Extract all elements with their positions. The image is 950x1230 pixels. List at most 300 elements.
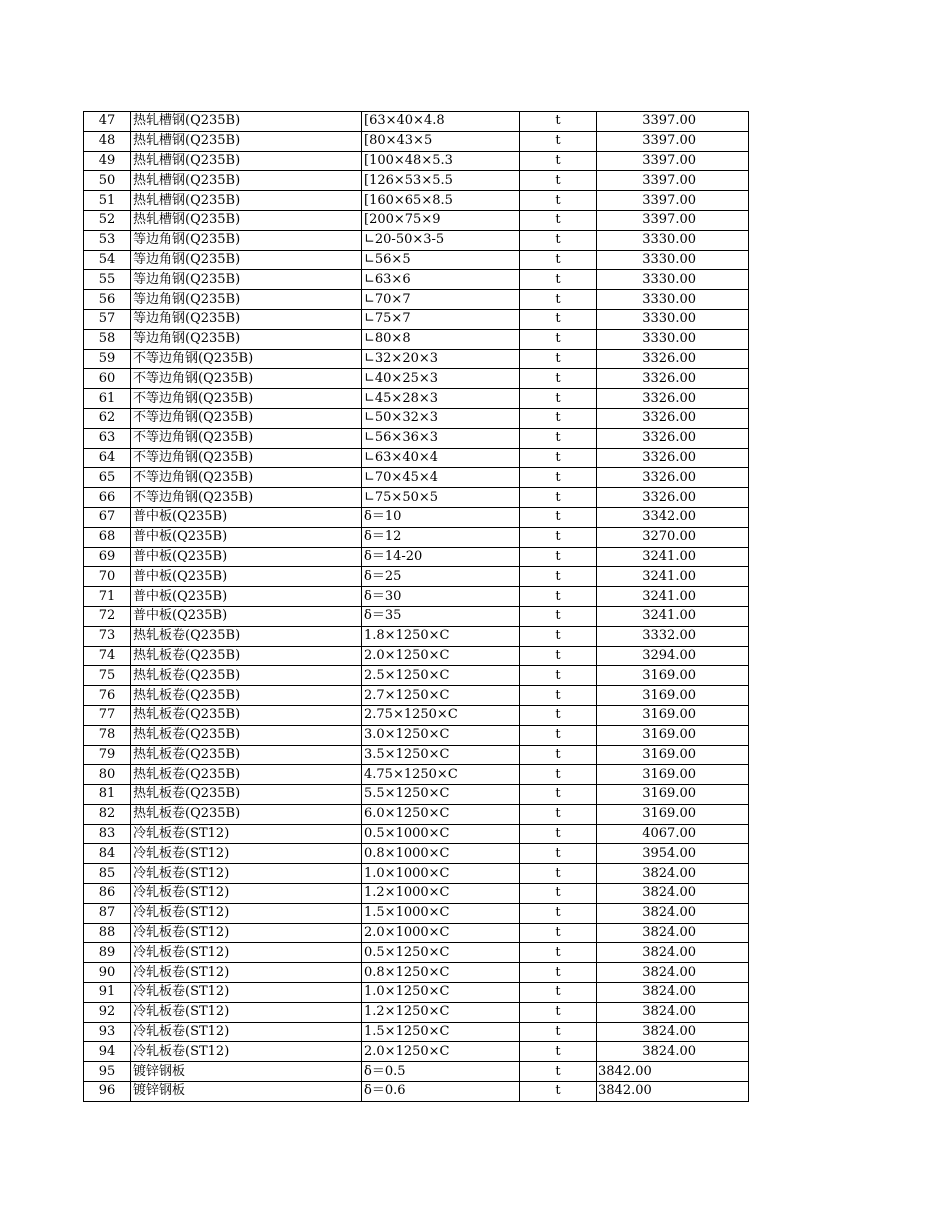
row-number-cell: 72 xyxy=(84,606,131,626)
table-row xyxy=(84,1022,749,1042)
price-cell: 3169.00 xyxy=(597,765,749,785)
unit-cell: t xyxy=(520,923,597,943)
specification-cell: [160×65×8.5 xyxy=(362,191,520,211)
specification-cell: δ＝35 xyxy=(362,606,520,626)
row-number-cell: 47 xyxy=(84,112,131,132)
unit-cell: t xyxy=(520,329,597,349)
table-row xyxy=(84,626,749,646)
row-number-cell: 80 xyxy=(84,765,131,785)
material-name-cell: 等边角钢(Q235B) xyxy=(131,250,362,270)
specification-cell: δ＝10 xyxy=(362,507,520,527)
unit-cell: t xyxy=(520,765,597,785)
specification-cell: 2.0×1250×C xyxy=(362,646,520,666)
material-name-cell: 普中板(Q235B) xyxy=(131,606,362,626)
material-name-cell: 不等边角钢(Q235B) xyxy=(131,428,362,448)
material-name-cell: 镀锌钢板 xyxy=(131,1082,362,1102)
unit-cell: t xyxy=(520,250,597,270)
row-number-cell: 56 xyxy=(84,290,131,310)
price-cell: 3326.00 xyxy=(597,349,749,369)
material-name-cell: 热轧板卷(Q235B) xyxy=(131,785,362,805)
row-number-cell: 48 xyxy=(84,131,131,151)
price-cell: 3824.00 xyxy=(597,983,749,1003)
price-cell: 4067.00 xyxy=(597,824,749,844)
table-row xyxy=(84,943,749,963)
material-name-cell: 等边角钢(Q235B) xyxy=(131,329,362,349)
table-row xyxy=(84,369,749,389)
table-row xyxy=(84,309,749,329)
specification-cell: 3.5×1250×C xyxy=(362,745,520,765)
unit-cell: t xyxy=(520,943,597,963)
specification-cell: ∟56×5 xyxy=(362,250,520,270)
material-name-cell: 不等边角钢(Q235B) xyxy=(131,349,362,369)
specification-cell: 4.75×1250×C xyxy=(362,765,520,785)
price-cell: 3824.00 xyxy=(597,1022,749,1042)
unit-cell: t xyxy=(520,725,597,745)
specification-cell: 0.5×1000×C xyxy=(362,824,520,844)
material-name-cell: 普中板(Q235B) xyxy=(131,527,362,547)
table-row xyxy=(84,903,749,923)
row-number-cell: 60 xyxy=(84,369,131,389)
price-cell: 3169.00 xyxy=(597,725,749,745)
specification-cell: 6.0×1250×C xyxy=(362,804,520,824)
material-name-cell: 等边角钢(Q235B) xyxy=(131,270,362,290)
price-cell: 3397.00 xyxy=(597,151,749,171)
specification-cell: 1.5×1250×C xyxy=(362,1022,520,1042)
material-name-cell: 冷轧板卷(ST12) xyxy=(131,884,362,904)
table-row xyxy=(84,666,749,686)
table-row xyxy=(84,389,749,409)
unit-cell: t xyxy=(520,210,597,230)
specification-cell: 1.8×1250×C xyxy=(362,626,520,646)
price-cell: 3824.00 xyxy=(597,1042,749,1062)
unit-cell: t xyxy=(520,626,597,646)
unit-cell: t xyxy=(520,349,597,369)
material-name-cell: 不等边角钢(Q235B) xyxy=(131,448,362,468)
specification-cell: δ＝0.5 xyxy=(362,1062,520,1082)
unit-cell: t xyxy=(520,488,597,508)
table-row xyxy=(84,527,749,547)
unit-cell: t xyxy=(520,112,597,132)
price-cell: 3824.00 xyxy=(597,903,749,923)
table-row xyxy=(84,844,749,864)
material-name-cell: 不等边角钢(Q235B) xyxy=(131,389,362,409)
material-name-cell: 冷轧板卷(ST12) xyxy=(131,943,362,963)
row-number-cell: 74 xyxy=(84,646,131,666)
price-cell: 3397.00 xyxy=(597,191,749,211)
price-cell: 3330.00 xyxy=(597,250,749,270)
price-cell: 3169.00 xyxy=(597,666,749,686)
table-row xyxy=(84,329,749,349)
specification-cell: δ＝25 xyxy=(362,567,520,587)
row-number-cell: 93 xyxy=(84,1022,131,1042)
table-row xyxy=(84,567,749,587)
specification-cell: ∟75×50×5 xyxy=(362,488,520,508)
price-cell: 3241.00 xyxy=(597,606,749,626)
table-row xyxy=(84,428,749,448)
unit-cell: t xyxy=(520,389,597,409)
table-row xyxy=(84,606,749,626)
material-name-cell: 热轧板卷(Q235B) xyxy=(131,725,362,745)
row-number-cell: 75 xyxy=(84,666,131,686)
material-name-cell: 冷轧板卷(ST12) xyxy=(131,963,362,983)
material-name-cell: 冷轧板卷(ST12) xyxy=(131,1022,362,1042)
row-number-cell: 62 xyxy=(84,408,131,428)
price-cell: 3241.00 xyxy=(597,587,749,607)
table-row xyxy=(84,488,749,508)
price-cell: 3842.00 xyxy=(597,1062,749,1082)
specification-cell: ∟50×32×3 xyxy=(362,408,520,428)
unit-cell: t xyxy=(520,131,597,151)
price-cell: 3397.00 xyxy=(597,112,749,132)
price-cell: 3332.00 xyxy=(597,626,749,646)
specification-cell: ∟32×20×3 xyxy=(362,349,520,369)
material-name-cell: 普中板(Q235B) xyxy=(131,547,362,567)
specification-cell: ∟75×7 xyxy=(362,309,520,329)
table-row xyxy=(84,725,749,745)
price-cell: 3241.00 xyxy=(597,547,749,567)
unit-cell: t xyxy=(520,824,597,844)
row-number-cell: 95 xyxy=(84,1062,131,1082)
row-number-cell: 87 xyxy=(84,903,131,923)
material-name-cell: 等边角钢(Q235B) xyxy=(131,309,362,329)
table-row xyxy=(84,210,749,230)
price-cell: 3169.00 xyxy=(597,804,749,824)
price-cell: 3270.00 xyxy=(597,527,749,547)
price-cell: 3169.00 xyxy=(597,745,749,765)
price-cell: 3824.00 xyxy=(597,864,749,884)
row-number-cell: 52 xyxy=(84,210,131,230)
row-number-cell: 55 xyxy=(84,270,131,290)
material-name-cell: 不等边角钢(Q235B) xyxy=(131,488,362,508)
unit-cell: t xyxy=(520,369,597,389)
specification-cell: δ＝12 xyxy=(362,527,520,547)
price-cell: 3397.00 xyxy=(597,210,749,230)
material-name-cell: 热轧槽钢(Q235B) xyxy=(131,210,362,230)
row-number-cell: 54 xyxy=(84,250,131,270)
material-name-cell: 不等边角钢(Q235B) xyxy=(131,468,362,488)
table-row xyxy=(84,547,749,567)
price-cell: 3824.00 xyxy=(597,963,749,983)
unit-cell: t xyxy=(520,151,597,171)
table-row xyxy=(84,705,749,725)
row-number-cell: 65 xyxy=(84,468,131,488)
row-number-cell: 89 xyxy=(84,943,131,963)
price-cell: 3169.00 xyxy=(597,686,749,706)
price-cell: 3294.00 xyxy=(597,646,749,666)
row-number-cell: 53 xyxy=(84,230,131,250)
row-number-cell: 77 xyxy=(84,705,131,725)
material-name-cell: 热轧板卷(Q235B) xyxy=(131,745,362,765)
price-cell: 3824.00 xyxy=(597,923,749,943)
unit-cell: t xyxy=(520,884,597,904)
price-cell: 3824.00 xyxy=(597,943,749,963)
row-number-cell: 91 xyxy=(84,983,131,1003)
row-number-cell: 63 xyxy=(84,428,131,448)
price-cell: 3397.00 xyxy=(597,131,749,151)
unit-cell: t xyxy=(520,646,597,666)
table-row xyxy=(84,448,749,468)
table-row xyxy=(84,824,749,844)
row-number-cell: 86 xyxy=(84,884,131,904)
specification-cell: ∟20-50×3-5 xyxy=(362,230,520,250)
price-cell: 3330.00 xyxy=(597,290,749,310)
unit-cell: t xyxy=(520,1022,597,1042)
table-row xyxy=(84,1062,749,1082)
specification-cell: 2.7×1250×C xyxy=(362,686,520,706)
specification-cell: [80×43×5 xyxy=(362,131,520,151)
price-cell: 3330.00 xyxy=(597,329,749,349)
price-cell: 3330.00 xyxy=(597,230,749,250)
material-name-cell: 热轧板卷(Q235B) xyxy=(131,686,362,706)
material-name-cell: 冷轧板卷(ST12) xyxy=(131,844,362,864)
material-name-cell: 等边角钢(Q235B) xyxy=(131,230,362,250)
unit-cell: t xyxy=(520,468,597,488)
material-name-cell: 热轧槽钢(Q235B) xyxy=(131,191,362,211)
table-row xyxy=(84,686,749,706)
table-row xyxy=(84,112,749,132)
table-row xyxy=(84,250,749,270)
material-name-cell: 热轧槽钢(Q235B) xyxy=(131,171,362,191)
row-number-cell: 90 xyxy=(84,963,131,983)
row-number-cell: 69 xyxy=(84,547,131,567)
specification-cell: ∟40×25×3 xyxy=(362,369,520,389)
row-number-cell: 96 xyxy=(84,1082,131,1102)
price-cell: 3326.00 xyxy=(597,448,749,468)
table-row xyxy=(84,1002,749,1022)
material-name-cell: 冷轧板卷(ST12) xyxy=(131,923,362,943)
specification-cell: 0.8×1250×C xyxy=(362,963,520,983)
row-number-cell: 84 xyxy=(84,844,131,864)
unit-cell: t xyxy=(520,864,597,884)
specification-cell: [100×48×5.3 xyxy=(362,151,520,171)
unit-cell: t xyxy=(520,230,597,250)
row-number-cell: 50 xyxy=(84,171,131,191)
unit-cell: t xyxy=(520,270,597,290)
unit-cell: t xyxy=(520,844,597,864)
price-cell: 3330.00 xyxy=(597,270,749,290)
material-name-cell: 冷轧板卷(ST12) xyxy=(131,983,362,1003)
table-row xyxy=(84,151,749,171)
unit-cell: t xyxy=(520,686,597,706)
unit-cell: t xyxy=(520,547,597,567)
row-number-cell: 64 xyxy=(84,448,131,468)
price-cell: 3326.00 xyxy=(597,468,749,488)
price-cell: 3326.00 xyxy=(597,488,749,508)
price-cell: 3326.00 xyxy=(597,369,749,389)
material-name-cell: 热轧板卷(Q235B) xyxy=(131,666,362,686)
row-number-cell: 81 xyxy=(84,785,131,805)
specification-cell: 1.0×1000×C xyxy=(362,864,520,884)
unit-cell: t xyxy=(520,448,597,468)
table-row xyxy=(84,884,749,904)
material-name-cell: 冷轧板卷(ST12) xyxy=(131,824,362,844)
table-row xyxy=(84,290,749,310)
table-row xyxy=(84,923,749,943)
material-name-cell: 冷轧板卷(ST12) xyxy=(131,1042,362,1062)
specification-cell: 0.8×1000×C xyxy=(362,844,520,864)
material-name-cell: 热轧槽钢(Q235B) xyxy=(131,131,362,151)
row-number-cell: 67 xyxy=(84,507,131,527)
row-number-cell: 71 xyxy=(84,587,131,607)
row-number-cell: 76 xyxy=(84,686,131,706)
table-row xyxy=(84,349,749,369)
unit-cell: t xyxy=(520,666,597,686)
material-name-cell: 不等边角钢(Q235B) xyxy=(131,408,362,428)
table-row xyxy=(84,646,749,666)
price-cell: 3326.00 xyxy=(597,408,749,428)
specification-cell: ∟45×28×3 xyxy=(362,389,520,409)
unit-cell: t xyxy=(520,507,597,527)
row-number-cell: 68 xyxy=(84,527,131,547)
price-cell: 3954.00 xyxy=(597,844,749,864)
unit-cell: t xyxy=(520,1002,597,1022)
material-name-cell: 热轧板卷(Q235B) xyxy=(131,765,362,785)
row-number-cell: 83 xyxy=(84,824,131,844)
table-row xyxy=(84,765,749,785)
unit-cell: t xyxy=(520,1062,597,1082)
material-name-cell: 热轧槽钢(Q235B) xyxy=(131,112,362,132)
row-number-cell: 94 xyxy=(84,1042,131,1062)
table-row xyxy=(84,963,749,983)
unit-cell: t xyxy=(520,587,597,607)
specification-cell: ∟80×8 xyxy=(362,329,520,349)
table-row xyxy=(84,131,749,151)
row-number-cell: 88 xyxy=(84,923,131,943)
table-row xyxy=(84,507,749,527)
table-row xyxy=(84,171,749,191)
specification-cell: ∟63×6 xyxy=(362,270,520,290)
material-name-cell: 普中板(Q235B) xyxy=(131,587,362,607)
price-cell: 3842.00 xyxy=(597,1082,749,1102)
table-row xyxy=(84,745,749,765)
specification-cell: 2.0×1250×C xyxy=(362,1042,520,1062)
price-cell: 3169.00 xyxy=(597,705,749,725)
material-name-cell: 冷轧板卷(ST12) xyxy=(131,864,362,884)
row-number-cell: 70 xyxy=(84,567,131,587)
row-number-cell: 73 xyxy=(84,626,131,646)
unit-cell: t xyxy=(520,606,597,626)
price-cell: 3241.00 xyxy=(597,567,749,587)
unit-cell: t xyxy=(520,171,597,191)
specification-cell: [200×75×9 xyxy=(362,210,520,230)
table-row xyxy=(84,785,749,805)
unit-cell: t xyxy=(520,567,597,587)
price-table-body xyxy=(84,112,749,1102)
row-number-cell: 57 xyxy=(84,309,131,329)
unit-cell: t xyxy=(520,428,597,448)
specification-cell: 3.0×1250×C xyxy=(362,725,520,745)
table-row xyxy=(84,587,749,607)
material-name-cell: 冷轧板卷(ST12) xyxy=(131,903,362,923)
table-row xyxy=(84,1082,749,1102)
row-number-cell: 51 xyxy=(84,191,131,211)
specification-cell: 2.5×1250×C xyxy=(362,666,520,686)
material-name-cell: 镀锌钢板 xyxy=(131,1062,362,1082)
unit-cell: t xyxy=(520,527,597,547)
specification-cell: δ＝0.6 xyxy=(362,1082,520,1102)
specification-cell: 1.2×1000×C xyxy=(362,884,520,904)
price-cell: 3824.00 xyxy=(597,1002,749,1022)
material-name-cell: 热轧板卷(Q235B) xyxy=(131,804,362,824)
unit-cell: t xyxy=(520,785,597,805)
specification-cell: ∟63×40×4 xyxy=(362,448,520,468)
unit-cell: t xyxy=(520,309,597,329)
price-cell: 3326.00 xyxy=(597,389,749,409)
material-name-cell: 不等边角钢(Q235B) xyxy=(131,369,362,389)
material-name-cell: 热轧板卷(Q235B) xyxy=(131,626,362,646)
unit-cell: t xyxy=(520,903,597,923)
table-row xyxy=(84,804,749,824)
material-name-cell: 等边角钢(Q235B) xyxy=(131,290,362,310)
specification-cell: δ＝30 xyxy=(362,587,520,607)
table-row xyxy=(84,468,749,488)
material-name-cell: 热轧槽钢(Q235B) xyxy=(131,151,362,171)
unit-cell: t xyxy=(520,290,597,310)
unit-cell: t xyxy=(520,408,597,428)
row-number-cell: 82 xyxy=(84,804,131,824)
specification-cell: δ＝14-20 xyxy=(362,547,520,567)
table-row xyxy=(84,230,749,250)
row-number-cell: 61 xyxy=(84,389,131,409)
row-number-cell: 92 xyxy=(84,1002,131,1022)
table-row xyxy=(84,191,749,211)
price-cell: 3397.00 xyxy=(597,171,749,191)
specification-cell: [63×40×4.8 xyxy=(362,112,520,132)
table-row xyxy=(84,1042,749,1062)
unit-cell: t xyxy=(520,705,597,725)
specification-cell: 1.2×1250×C xyxy=(362,1002,520,1022)
row-number-cell: 59 xyxy=(84,349,131,369)
specification-cell: ∟70×7 xyxy=(362,290,520,310)
price-cell: 3169.00 xyxy=(597,785,749,805)
specification-cell: 2.0×1000×C xyxy=(362,923,520,943)
specification-cell: ∟70×45×4 xyxy=(362,468,520,488)
price-cell: 3824.00 xyxy=(597,884,749,904)
row-number-cell: 85 xyxy=(84,864,131,884)
price-cell: 3330.00 xyxy=(597,309,749,329)
unit-cell: t xyxy=(520,191,597,211)
unit-cell: t xyxy=(520,1042,597,1062)
price-cell: 3342.00 xyxy=(597,507,749,527)
material-name-cell: 普中板(Q235B) xyxy=(131,507,362,527)
material-name-cell: 热轧板卷(Q235B) xyxy=(131,705,362,725)
row-number-cell: 58 xyxy=(84,329,131,349)
specification-cell: 5.5×1250×C xyxy=(362,785,520,805)
unit-cell: t xyxy=(520,804,597,824)
row-number-cell: 49 xyxy=(84,151,131,171)
price-table xyxy=(83,111,749,1102)
row-number-cell: 79 xyxy=(84,745,131,765)
table-row xyxy=(84,864,749,884)
unit-cell: t xyxy=(520,1082,597,1102)
material-name-cell: 普中板(Q235B) xyxy=(131,567,362,587)
unit-cell: t xyxy=(520,983,597,1003)
row-number-cell: 78 xyxy=(84,725,131,745)
specification-cell: 1.0×1250×C xyxy=(362,983,520,1003)
table-row xyxy=(84,408,749,428)
table-row xyxy=(84,270,749,290)
row-number-cell: 66 xyxy=(84,488,131,508)
table-row xyxy=(84,983,749,1003)
unit-cell: t xyxy=(520,963,597,983)
specification-cell: 2.75×1250×C xyxy=(362,705,520,725)
specification-cell: 0.5×1250×C xyxy=(362,943,520,963)
specification-cell: 1.5×1000×C xyxy=(362,903,520,923)
material-name-cell: 热轧板卷(Q235B) xyxy=(131,646,362,666)
material-name-cell: 冷轧板卷(ST12) xyxy=(131,1002,362,1022)
unit-cell: t xyxy=(520,745,597,765)
price-cell: 3326.00 xyxy=(597,428,749,448)
